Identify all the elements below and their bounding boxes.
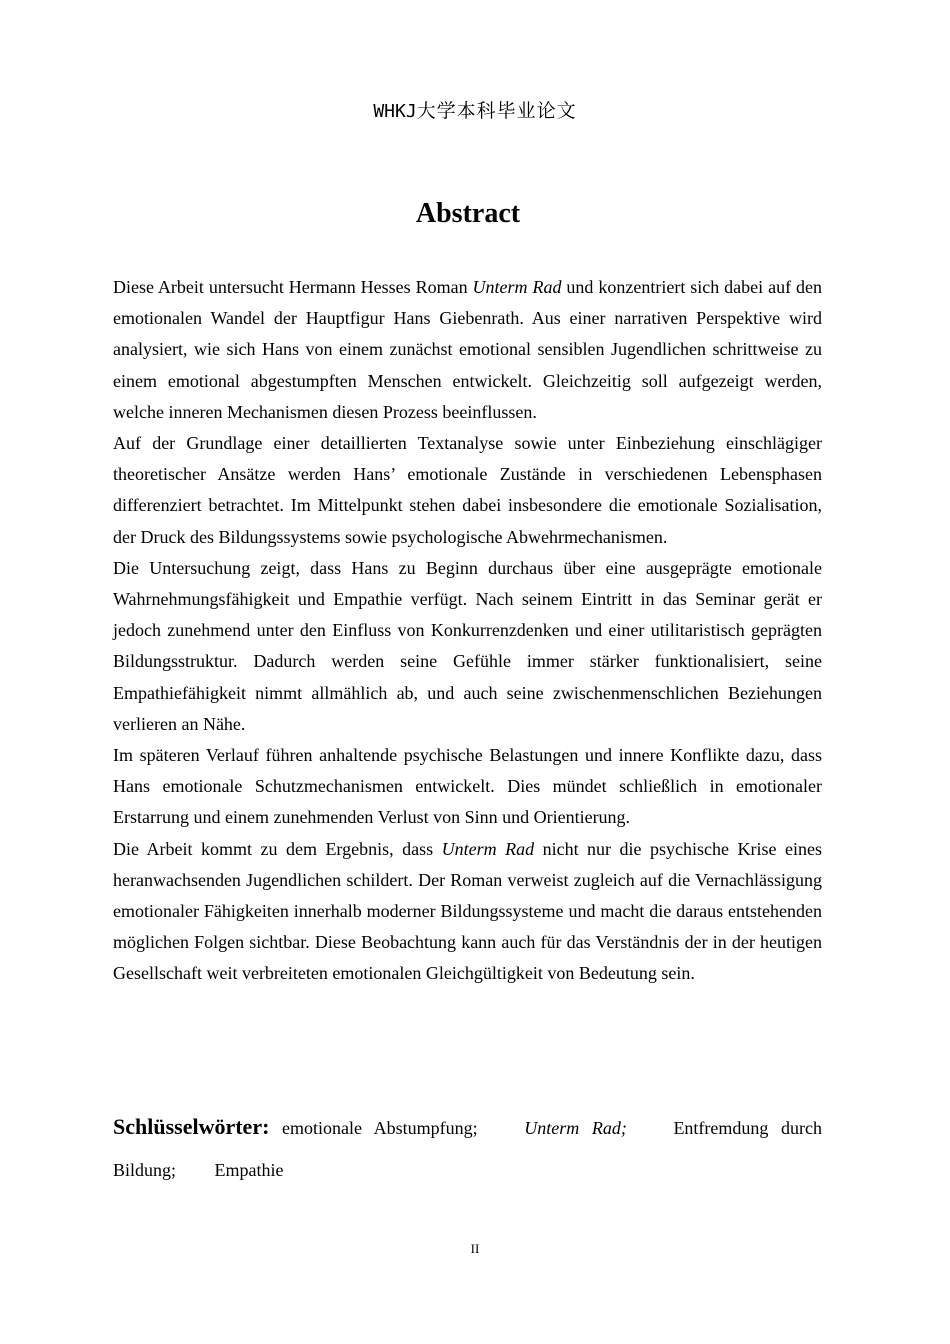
abstract-title: Abstract bbox=[415, 198, 521, 229]
paragraph-4: Im späteren Verlauf führen anhaltende psychische Belastungen und innere Konflikte dazu, dass Hans emotionale Schutzmechanismen entwickelt. Dies mündet schließlich in emotionaler Erstarrung und einem zunehmenden Verlust von Sinn und Orientierung. bbox=[113, 745, 822, 828]
paragraph-5 bbox=[113, 834, 822, 990]
paragraph-5-pre: Die Arbeit kommt zu dem Ergebnis, dass bbox=[113, 838, 442, 859]
abstract-body bbox=[113, 272, 822, 990]
novel-title: Unterm Rad bbox=[441, 838, 535, 859]
page-number: II bbox=[470, 1241, 480, 1256]
novel-title: Unterm Rad bbox=[472, 277, 562, 297]
keywords bbox=[113, 1106, 822, 1191]
paragraph-1 bbox=[113, 272, 822, 428]
paragraph-5-post: nicht nur die psychische Krise eines heranwachsenden Jugendlichen schildert. Der Roman verweist zugleich auf die Vernachlässigung emotionaler Fähigkeiten innerhalb moderner Bildungssysteme und macht die daraus entstehenden möglichen Folgen sichtbar. Diese Beobachtung kann auch für das Verständnis der in der heutigen Gesellschaft weit verbreiteten emotionalen Gleichgültigkeit von Bedeutung sein. bbox=[113, 838, 822, 984]
keywords-label: Schlüsselwörter: bbox=[113, 1114, 270, 1139]
paragraph-1-pre: Diese Arbeit untersucht Hermann Hesses Roman bbox=[113, 277, 473, 297]
keyword-4: Empathie bbox=[214, 1160, 284, 1180]
page-header bbox=[0, 96, 950, 123]
keyword-1: emotionale Abstumpfung; bbox=[282, 1118, 478, 1138]
keyword-3: Entfremdung durch Bildung; bbox=[113, 1118, 823, 1180]
paragraph-3: Die Untersuchung zeigt, dass Hans zu Beginn durchaus über eine ausgeprägte emotionale Wahrnehmungsfähigkeit und Empathie verfügt. Nach seinem Eintritt in das Seminar gerät er jedoch zunehmend unter den Einfluss von Konkurrenzdenken und einer utilitaristisch geprägten Bildungsstruktur. Dadurch werden seine Gefühle immer stärker funktionalisiert, seine Empathiefähigkeit nimmt allmählich ab, und auch seine zwischenmenschlichen Beziehungen verlieren an Nähe. bbox=[113, 557, 822, 734]
header-latin: WHKJ bbox=[373, 101, 417, 122]
paragraph-1-post: und konzentriert sich dabei auf den emotionalen Wandel der Hauptfigur Hans Giebenrath. Aus einer narrativen Perspektive wird analysiert, wie sich Hans von einem zunächst emotional sensiblen Jugendlichen schrittweise zu einem emotional abgestumpften Menschen entwickelt. Gleichzeitig soll aufgezeigt werden, welche inneren Mechanismen diesen Prozess beeinflussen. bbox=[113, 277, 823, 422]
keyword-2: Unterm Rad; bbox=[524, 1118, 627, 1138]
header-cjk: 大学本科毕业论文 bbox=[416, 100, 577, 122]
paragraph-2: Auf der Grundlage einer detaillierten Textanalyse sowie unter Einbeziehung einschlägiger theoretischer Ansätze werden Hans’ emotionale Zustände in verschiedenen Lebensphasen differenziert betrachtet. Im Mittelpunkt stehen dabei insbesondere die emotionale Sozialisation, der Druck des Bildungssystems sowie psychologische Abwehrmechanismen. bbox=[113, 433, 822, 547]
